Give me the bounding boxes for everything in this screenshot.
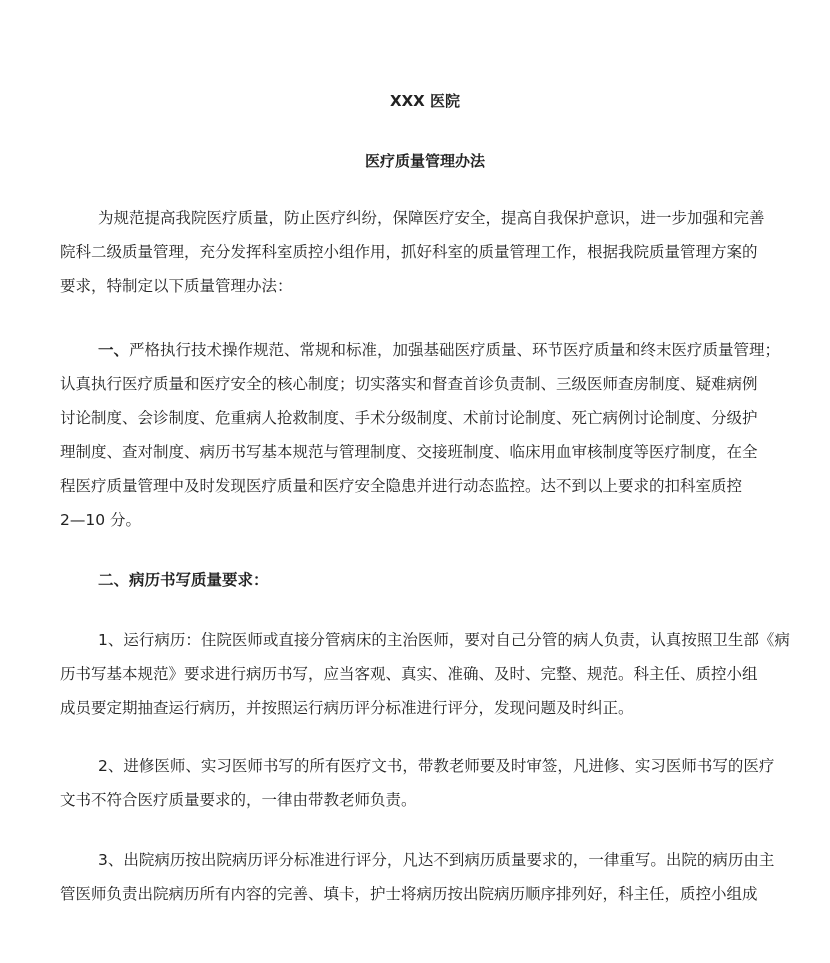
section-2-item-3 xyxy=(60,843,780,911)
text-line: 文书不符合医疗质量要求的，一律由带教老师负责。 xyxy=(60,791,417,809)
section-2-heading: 二、病历书写质量要求： xyxy=(98,571,269,589)
text-line: 1、运行病历：住院医师或直接分管病床的主治医师，要对自己分管的病人负责，认真按照卫生部《病 xyxy=(98,631,790,649)
text-line: 讨论制度、会诊制度、危重病人抢救制度、手术分级制度、术前讨论制度、死亡病例讨论制度、分级护 xyxy=(60,409,758,427)
text-line: 理制度、查对制度、病历书写基本规范与管理制度、交接班制度、临床用血审核制度等医疗制度，在全 xyxy=(60,443,758,461)
text-line: 2—10 分。 xyxy=(60,511,142,529)
text-line: 2、进修医师、实习医师书写的所有医疗文书，带教老师要及时审签，凡进修、实习医师书写的医疗 xyxy=(98,757,775,775)
text-line: 3、出院病历按出院病历评分标准进行评分，凡达不到病历质量要求的，一律重写。出院的病历由主 xyxy=(98,851,775,869)
document-title: XXX 医院 xyxy=(390,92,460,110)
text-line: 严格执行技术操作规范、常规和标准，加强基础医疗质量、环节医疗质量和终末医疗质量管理； xyxy=(129,341,781,359)
text-line: 成员要定期抽查运行病历，并按照运行病历评分标准进行评分，发现问题及时纠正。 xyxy=(60,699,634,717)
text-line: 历书写基本规范》要求进行病历书写，应当客观、真实、准确、及时、完整、规范。科主任、质控小组 xyxy=(60,665,758,683)
section-2-item-1 xyxy=(60,623,790,725)
text-line: 管医师负责出院病历所有内容的完善、填卡，护士将病历按出院病历顺序排列好，科主任，质控小组成 xyxy=(60,885,758,903)
text-line: 要求，特制定以下质量管理办法： xyxy=(60,277,293,295)
text-line: 院科二级质量管理，充分发挥科室质控小组作用，抓好科室的质量管理工作，根据我院质量管理方案的 xyxy=(60,243,758,261)
text-line: 为规范提高我院医疗质量，防止医疗纠纷，保障医疗安全，提高自我保护意识，进一步加强和完善 xyxy=(98,209,765,227)
intro-paragraph xyxy=(60,201,780,303)
section-2-heading-block xyxy=(60,563,780,597)
section-2-item-2 xyxy=(60,749,780,817)
text-line: 认真执行医疗质量和医疗安全的核心制度；切实落实和督查首诊负责制、三级医师查房制度、疑难病例 xyxy=(60,375,758,393)
section-1-heading: 一、 xyxy=(98,341,130,359)
text-line: 程医疗质量管理中及时发现医疗质量和医疗安全隐患并进行动态监控。达不到以上要求的扣科室质控 xyxy=(60,477,743,495)
section-1-paragraph xyxy=(60,333,780,537)
document-subtitle: 医疗质量管理办法 xyxy=(364,152,485,170)
